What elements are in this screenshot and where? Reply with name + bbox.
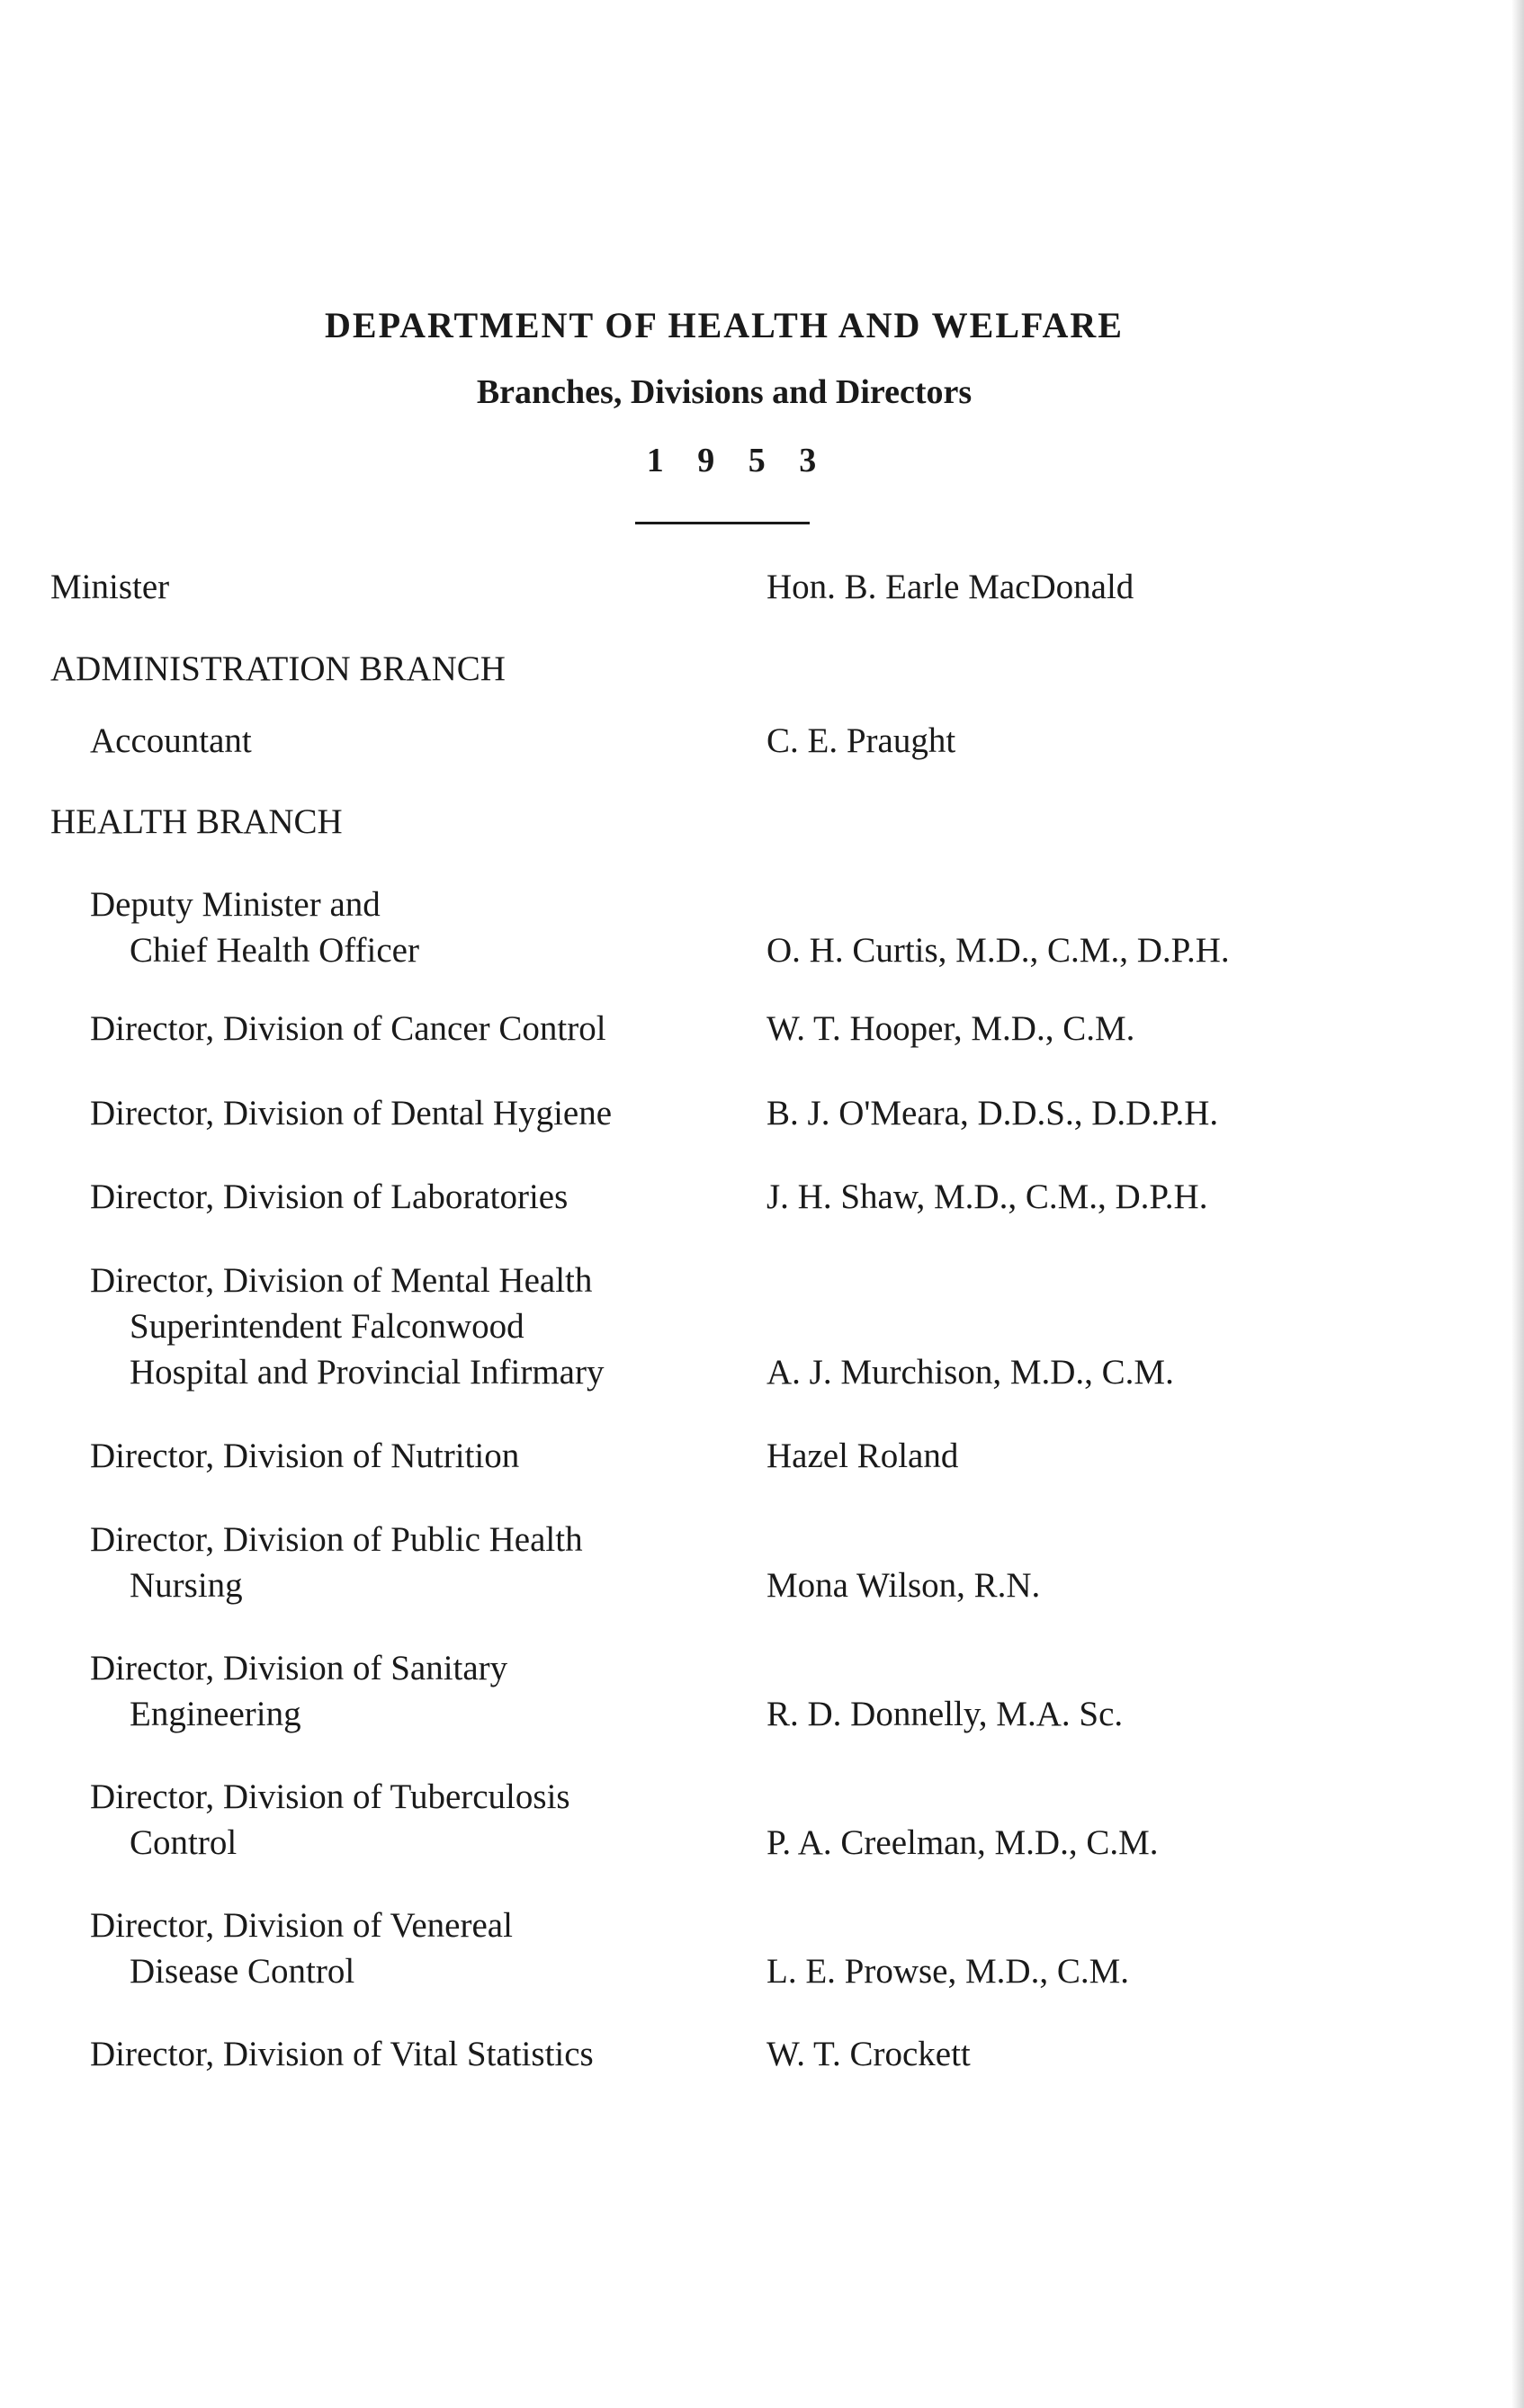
position-title-continued: Disease Control <box>130 1952 355 1991</box>
position-title: Director, Division of Cancer Control <box>90 1009 606 1048</box>
officer-name: A. J. Murchison, M.D., C.M. <box>766 1353 1174 1392</box>
officer-name: J. H. Shaw, M.D., C.M., D.P.H. <box>766 1177 1208 1216</box>
minister-label: Minister <box>50 568 170 606</box>
accountant-name: C. E. Praught <box>766 721 956 760</box>
accountant-label: Accountant <box>90 721 252 760</box>
position-title: Director, Division of Public Health <box>90 1520 583 1559</box>
position-title: Director, Division of Tuberculosis <box>90 1777 570 1816</box>
officer-name: O. H. Curtis, M.D., C.M., D.P.H. <box>766 931 1230 970</box>
position-title-continued: Chief Health Officer <box>130 931 419 970</box>
officer-name: B. J. O'Meara, D.D.S., D.D.P.H. <box>766 1094 1219 1132</box>
position-title: Director, Division of Dental Hygiene <box>90 1094 613 1132</box>
title-divider <box>635 522 810 524</box>
officer-name: Mona Wilson, R.N. <box>766 1566 1041 1605</box>
administration-branch-heading: ADMINISTRATION BRANCH <box>50 649 506 688</box>
page-subtitle: Branches, Divisions and Directors <box>476 373 973 411</box>
position-title: Director, Division of Laboratories <box>90 1177 569 1216</box>
position-title: Director, Division of Mental Health <box>90 1261 593 1300</box>
position-title: Director, Division of Nutrition <box>90 1437 520 1475</box>
position-title: Director, Division of Vital Statistics <box>90 2035 594 2073</box>
position-title-continued: Control <box>130 1823 238 1862</box>
position-title-continued: Nursing <box>130 1566 243 1605</box>
officer-name: W. T. Crockett <box>766 2035 971 2073</box>
year-heading: 1 9 5 3 <box>646 442 829 479</box>
officer-name: R. D. Donnelly, M.A. Sc. <box>766 1695 1124 1733</box>
position-title-continued: Superintendent Falconwood <box>130 1307 524 1346</box>
position-title: Director, Division of Venereal <box>90 1906 513 1945</box>
officer-name: P. A. Creelman, M.D., C.M. <box>766 1823 1159 1862</box>
officer-name: W. T. Hooper, M.D., C.M. <box>766 1009 1135 1048</box>
position-title-continued: Engineering <box>130 1695 301 1733</box>
position-title: Deputy Minister and <box>90 885 381 924</box>
officer-name: Hazel Roland <box>766 1437 959 1475</box>
position-title-continued: Hospital and Provincial Infirmary <box>130 1353 605 1392</box>
officer-name: L. E. Prowse, M.D., C.M. <box>766 1952 1130 1991</box>
page-title: DEPARTMENT OF HEALTH AND WELFARE <box>325 305 1124 345</box>
health-branch-heading: HEALTH BRANCH <box>50 802 343 841</box>
position-title: Director, Division of Sanitary <box>90 1649 508 1687</box>
minister-name: Hon. B. Earle MacDonald <box>766 568 1134 606</box>
page-edge-shadow <box>1511 0 1524 2408</box>
